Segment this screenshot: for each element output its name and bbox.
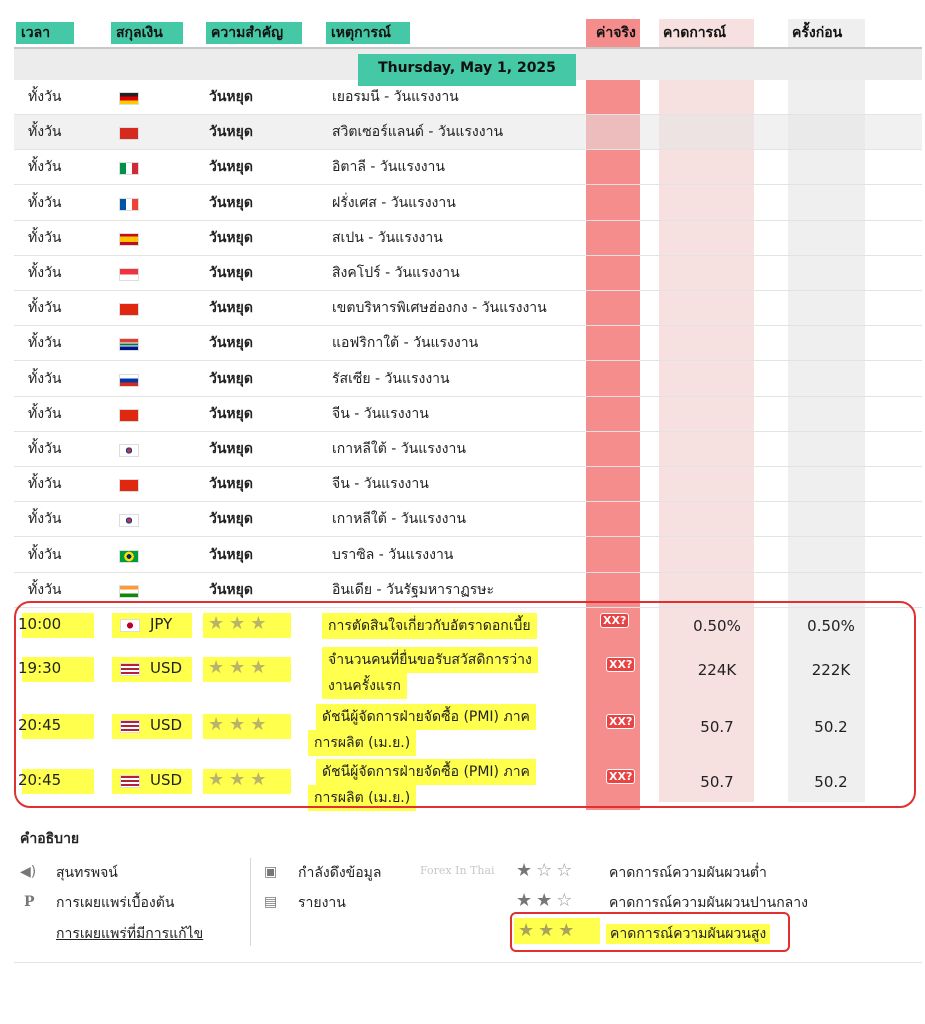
star-full-icon: ★: [516, 860, 537, 881]
holiday-row[interactable]: [14, 502, 922, 537]
row-time: ทั้งวัน: [28, 229, 62, 246]
brazil-flag-icon: [119, 550, 139, 563]
row-importance: วันหยุด: [209, 194, 253, 211]
spain-flag-icon: [119, 233, 139, 246]
row-importance: วันหยุด: [209, 581, 253, 598]
row-time: ทั้งวัน: [28, 511, 62, 528]
south-korea-flag-icon: [119, 444, 139, 457]
event-time: 20:45: [18, 771, 62, 789]
event-forecast: 50.7: [700, 773, 734, 791]
three-star-icon: ★★★: [208, 714, 272, 735]
bottom-divider: [14, 962, 922, 963]
legend-preliminary: การเผยแพร่เบื้องต้น: [56, 895, 175, 911]
germany-flag-icon: [119, 92, 139, 105]
event-name-line2[interactable]: การผลิต (เม.ย.): [308, 785, 416, 811]
legend-revised[interactable]: การเผยแพร่ที่มีการแก้ไข: [56, 926, 204, 942]
row-importance: วันหยุด: [209, 476, 253, 493]
event-name-line1[interactable]: ดัชนีผู้จัดการฝ่ายจัดซื้อ (PMI) ภาค: [316, 759, 536, 785]
row-time: ทั้งวัน: [28, 124, 62, 141]
france-flag-icon: [119, 198, 139, 211]
event-currency: USD: [150, 716, 183, 734]
row-event[interactable]: สิงคโปร์ - วันแรงงาน: [332, 265, 460, 281]
holiday-row[interactable]: [14, 467, 922, 502]
row-importance: วันหยุด: [209, 265, 253, 281]
row-event[interactable]: รัสเซีย - วันแรงงาน: [332, 370, 450, 387]
event-name-line2[interactable]: การผลิต (เม.ย.): [308, 730, 416, 756]
actual-placeholder-badge: XX?: [606, 769, 635, 784]
row-time: ทั้งวัน: [28, 581, 62, 598]
legend-low-volatility: คาดการณ์ความผันผวนต่ำ: [609, 865, 767, 881]
event-time: 19:30: [18, 659, 62, 677]
row-event[interactable]: สเปน - วันแรงงาน: [332, 229, 443, 246]
china-flag-icon: [119, 409, 139, 422]
holiday-row[interactable]: [14, 291, 922, 326]
row-time: ทั้งวัน: [28, 194, 62, 211]
event-forecast: 0.50%: [693, 617, 741, 635]
holiday-row[interactable]: [14, 256, 922, 291]
row-event[interactable]: เกาหลีใต้ - วันแรงงาน: [332, 511, 466, 528]
holiday-row[interactable]: [14, 397, 922, 432]
row-time: ทั้งวัน: [28, 265, 62, 281]
report-icon: ▤: [264, 894, 278, 910]
event-previous: 0.50%: [807, 617, 855, 635]
event-forecast: 224K: [697, 661, 737, 679]
row-importance: วันหยุด: [209, 546, 253, 563]
retrieving-icon: ▣: [264, 864, 278, 880]
event-previous: 222K: [811, 661, 851, 679]
row-importance: วันหยุด: [209, 89, 253, 105]
actual-placeholder-badge: XX?: [606, 714, 635, 729]
header-currency[interactable]: สกุลเงิน: [111, 22, 183, 44]
row-time: ทั้งวัน: [28, 546, 62, 563]
legend-retrieving: กำลังดึงข้อมูล: [298, 865, 382, 881]
hong-kong-flag-icon: [119, 303, 139, 316]
holiday-row[interactable]: [14, 538, 922, 573]
event-currency: USD: [150, 659, 183, 677]
legend-high-volatility: คาดการณ์ความผันผวนสูง: [606, 924, 770, 944]
south-korea-flag-icon: [119, 514, 139, 527]
header-forecast[interactable]: คาดการณ์: [663, 25, 727, 41]
preliminary-p-icon: P: [24, 894, 35, 910]
star-full-icon: ★: [536, 890, 557, 911]
row-time: ทั้งวัน: [28, 476, 62, 493]
event-previous: 50.2: [814, 773, 848, 791]
holiday-row[interactable]: [14, 432, 922, 467]
event-name-line1[interactable]: จำนวนคนที่ยื่นขอรับสวัสดิการว่าง: [322, 647, 538, 673]
row-time: ทั้งวัน: [28, 89, 62, 105]
row-event[interactable]: เขตบริหารพิเศษฮ่องกง - วันแรงงาน: [332, 300, 547, 317]
legend-title: คำอธิบาย: [20, 831, 80, 847]
row-event[interactable]: แอฟริกาใต้ - วันแรงงาน: [332, 335, 479, 352]
legend-speech: สุนทรพจน์: [56, 865, 118, 881]
india-flag-icon: [119, 585, 139, 598]
event-time: 20:45: [18, 716, 62, 734]
holiday-row[interactable]: [14, 326, 922, 361]
header-event[interactable]: เหตุการณ์: [326, 22, 410, 44]
watermark-text: Forex In Thai: [420, 864, 495, 877]
row-importance: วันหยุด: [209, 405, 253, 422]
star-empty-icon: ☆: [536, 860, 557, 881]
row-time: ทั้งวัน: [28, 405, 62, 422]
event-time: 10:00: [18, 615, 62, 633]
row-event[interactable]: จีน - วันแรงงาน: [332, 476, 429, 493]
row-time: ทั้งวัน: [28, 159, 62, 176]
singapore-flag-icon: [119, 268, 139, 281]
event-name-line1[interactable]: ดัชนีผู้จัดการฝ่ายจัดซื้อ (PMI) ภาค: [316, 704, 536, 730]
header-importance[interactable]: ความสำคัญ: [206, 22, 302, 44]
actual-placeholder-badge: XX?: [606, 657, 635, 672]
legend-medium-volatility: คาดการณ์ความผันผวนปานกลาง: [609, 895, 808, 911]
three-star-icon: ★★★: [208, 769, 272, 790]
row-time: ทั้งวัน: [28, 370, 62, 387]
header-actual[interactable]: ค่าจริง: [596, 25, 636, 41]
south-africa-flag-icon: [119, 338, 139, 351]
speaker-icon: ◀): [20, 864, 37, 880]
high-volatility-stars: [518, 920, 578, 941]
row-event[interactable]: บราซิล - วันแรงงาน: [332, 546, 454, 563]
holiday-row[interactable]: [14, 150, 922, 185]
legend-divider: [250, 858, 251, 946]
legend-report: รายงาน: [298, 895, 346, 911]
row-event[interactable]: ฝรั่งเศส - วันแรงงาน: [332, 194, 456, 211]
event-previous: 50.2: [814, 718, 848, 736]
three-star-icon: ★★★: [208, 613, 272, 634]
row-event[interactable]: อินเดีย - วันรัฐมหาราฏรษะ: [332, 581, 495, 598]
china-flag-icon: [119, 479, 139, 492]
row-event[interactable]: เกาหลีใต้ - วันแรงงาน: [332, 441, 466, 457]
medium-volatility-stars: [516, 890, 576, 911]
row-importance: วันหยุด: [209, 335, 253, 352]
star-full-icon: ★: [558, 920, 579, 941]
row-importance: วันหยุด: [209, 229, 253, 246]
star-empty-icon: ☆: [556, 890, 577, 911]
header-previous[interactable]: ครั้งก่อน: [792, 25, 843, 41]
row-importance: วันหยุด: [209, 300, 253, 317]
row-event[interactable]: เยอรมนี - วันแรงงาน: [332, 89, 459, 105]
header-time[interactable]: เวลา: [16, 22, 74, 44]
row-time: ทั้งวัน: [28, 335, 62, 352]
low-volatility-stars: [516, 860, 576, 881]
star-full-icon: ★: [538, 920, 559, 941]
event-forecast: 50.7: [700, 718, 734, 736]
row-event[interactable]: อิตาลี - วันแรงงาน: [332, 159, 445, 176]
italy-flag-icon: [119, 162, 139, 175]
star-empty-icon: ☆: [556, 860, 577, 881]
holiday-row[interactable]: [14, 80, 922, 115]
russia-flag-icon: [119, 374, 139, 387]
holiday-row[interactable]: [14, 221, 922, 256]
event-currency: JPY: [150, 615, 173, 633]
star-full-icon: ★: [518, 920, 539, 941]
row-importance: วันหยุด: [209, 511, 253, 528]
holiday-row[interactable]: [14, 115, 922, 150]
row-time: ทั้งวัน: [28, 441, 62, 457]
row-event[interactable]: สวิตเซอร์แลนด์ - วันแรงงาน: [332, 124, 504, 141]
row-time: ทั้งวัน: [28, 300, 62, 317]
row-importance: วันหยุด: [209, 159, 253, 176]
actual-placeholder-badge: XX?: [600, 613, 629, 628]
high-impact-events-frame: [14, 601, 916, 808]
holiday-row[interactable]: [14, 362, 922, 397]
three-star-icon: ★★★: [208, 657, 272, 678]
switzerland-flag-icon: [119, 127, 139, 140]
event-name-line1[interactable]: การตัดสินใจเกี่ยวกับอัตราดอกเบี้ย: [322, 613, 537, 639]
row-event[interactable]: จีน - วันแรงงาน: [332, 405, 429, 422]
event-name-line2[interactable]: งานครั้งแรก: [322, 673, 407, 699]
event-currency: USD: [150, 771, 183, 789]
row-importance: วันหยุด: [209, 441, 253, 457]
star-full-icon: ★: [516, 890, 537, 911]
row-importance: วันหยุด: [209, 124, 253, 141]
holiday-row[interactable]: [14, 186, 922, 221]
date-label: Thursday, May 1, 2025: [358, 54, 576, 86]
row-importance: วันหยุด: [209, 370, 253, 387]
